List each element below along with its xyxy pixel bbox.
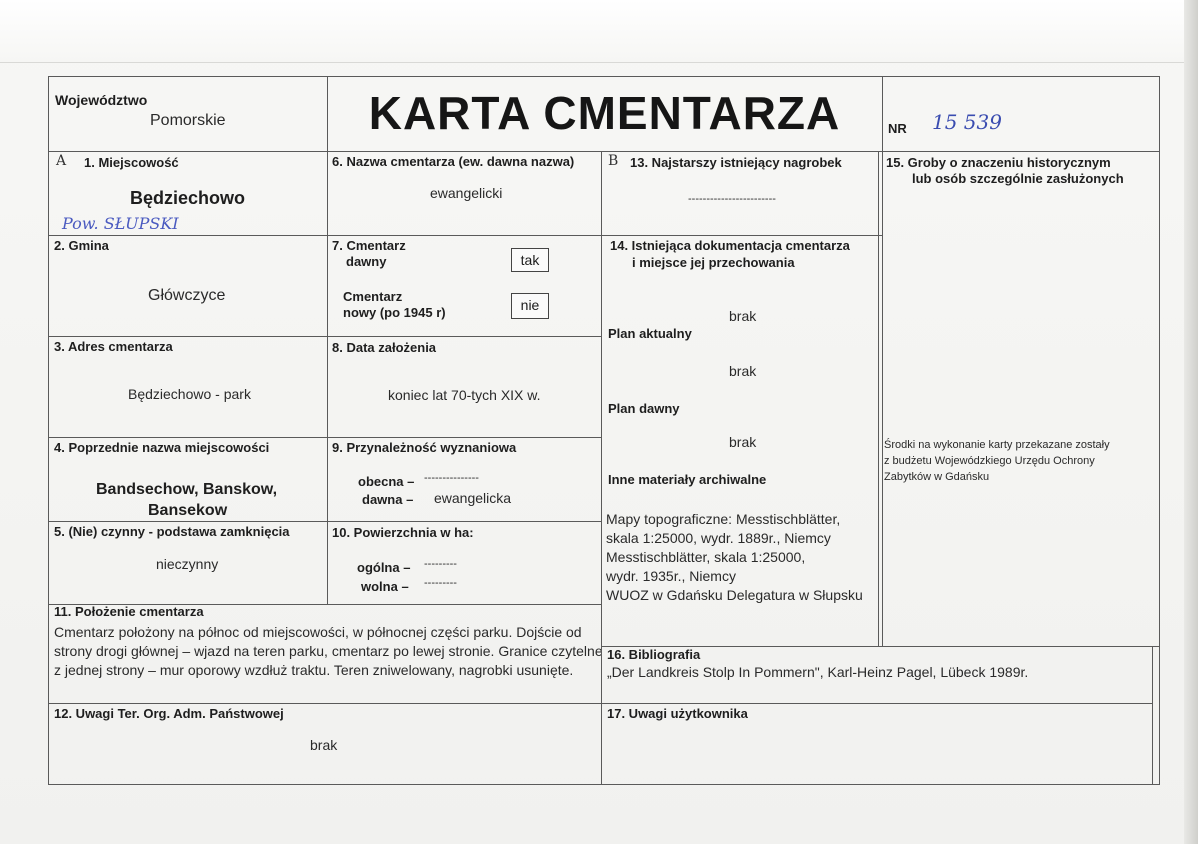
location-line: strony drogi głównej – wjazd na teren parku, cmentarz po lewej stronie. Granice czytelne <box>54 643 603 659</box>
commune-value: Główczyce <box>148 287 226 304</box>
archive-line: wydr. 1935r., Niemcy <box>606 568 736 584</box>
name-label: 6. Nazwa cmentarza (ew. dawna nazwa) <box>332 154 575 169</box>
funding-line: Zabytków w Gdańsku <box>884 471 990 483</box>
location-line: z jednej strony – mur oporowy wzdłuż traktu. Teren zniwelowany, nagrobki usunięte. <box>54 662 574 678</box>
locality-value: Będziechowo <box>130 188 246 208</box>
plan-current-value: brak <box>729 363 757 379</box>
old-label: dawny <box>346 254 387 269</box>
locality-handwritten: Pow. SŁUPSKI <box>62 214 179 233</box>
section-b-letter: B <box>608 153 619 169</box>
former-value: ewangelicka <box>434 490 512 506</box>
bibliography-value: „Der Landkreis Stolp In Pommern", Karl-Heinz Pagel, Lübeck 1989r. <box>607 664 1029 680</box>
new-label-1: Cmentarz <box>343 289 403 304</box>
scan-right-edge <box>1184 0 1198 844</box>
docs-label-1: 14. Istniejąca dokumentacja cmentarza <box>610 238 850 253</box>
area-label: 10. Powierzchnia w ha: <box>332 525 474 540</box>
total-label: ogólna – <box>357 560 411 575</box>
cemetery-label: 7. Cmentarz <box>332 238 406 253</box>
location-text <box>54 623 603 680</box>
name-value: ewangelicki <box>430 185 503 201</box>
plan-old-label: Plan dawny <box>608 401 680 416</box>
graves-cell <box>878 151 1160 647</box>
previous-names-label: 4. Poprzednie nazwa miejscowości <box>54 440 270 455</box>
free-label: wolna – <box>361 579 409 594</box>
graves-label-1: 15. Groby o znaczeniu historycznym <box>886 155 1111 170</box>
funding-note <box>884 437 1110 485</box>
funding-line: z budżetu Wojewódzkiego Urzędu Ochrony <box>884 455 1095 467</box>
former-label: dawna – <box>362 492 414 507</box>
user-remarks-label: 17. Uwagi użytkownika <box>607 706 748 721</box>
founded-label: 8. Data założenia <box>332 340 437 355</box>
current-value: --------------- <box>424 472 479 484</box>
docs-value: brak <box>729 308 757 324</box>
commune-label: 2. Gmina <box>54 238 109 253</box>
location-line: Cmentarz położony na północ od miejscowości, w północnej części parku. Dojście od <box>54 624 582 640</box>
nr-value: 15 539 <box>932 110 1002 134</box>
archive-line: Messtischblätter, skala 1:25000, <box>606 549 806 565</box>
scan-top-margin <box>0 0 1198 63</box>
archive-list <box>606 510 863 605</box>
total-value: --------- <box>424 558 457 570</box>
nr-cell <box>882 76 1160 152</box>
active-value: nieczynny <box>156 556 219 572</box>
archive-label: Inne materiały archiwalne <box>608 472 767 487</box>
oldest-label: 13. Najstarszy istniejący nagrobek <box>630 155 842 170</box>
previous-names-line1: Bandsechow, Banskow, <box>96 481 278 498</box>
archive-line: Mapy topograficzne: Messtischblätter, <box>606 511 841 527</box>
active-label: 5. (Nie) czynny - podstawa zamknięcia <box>54 524 290 539</box>
plan-current-label: Plan aktualny <box>608 326 692 341</box>
voivodeship-value: Pomorskie <box>150 112 226 129</box>
nr-label: NR <box>888 121 907 136</box>
address-value: Będziechowo - park <box>128 386 251 402</box>
previous-names-line2: Bansekow <box>148 502 228 519</box>
old-value-box: tak <box>511 248 549 272</box>
founded-value: koniec lat 70-tych XIX w. <box>388 387 541 403</box>
admin-remarks-label: 12. Uwagi Ter. Org. Adm. Państwowej <box>54 706 284 721</box>
denomination-label: 9. Przynależność wyznaniowa <box>332 440 517 455</box>
graves-label-2: lub osób szczególnie zasłużonych <box>912 171 1124 186</box>
archive-line: WUOZ w Gdańsku Delegatura w Słupsku <box>606 587 863 603</box>
plan-old-value: brak <box>729 434 757 450</box>
admin-remarks-value: brak <box>310 737 338 753</box>
funding-line: Środki na wykonanie karty przekazane zostały <box>884 439 1110 451</box>
address-label: 3. Adres cmentarza <box>54 339 173 354</box>
new-value-box: nie <box>511 293 549 319</box>
locality-label: 1. Miejscowość <box>84 155 179 170</box>
new-label-2: nowy (po 1945 r) <box>343 305 446 320</box>
current-label: obecna – <box>358 474 415 489</box>
oldest-value: ------------------------ <box>688 193 776 205</box>
bibliography-label: 16. Bibliografia <box>607 647 701 662</box>
section-a-letter: A <box>56 153 67 169</box>
free-value: --------- <box>424 577 457 589</box>
docs-label-2: i miejsce jej przechowania <box>632 255 795 270</box>
archive-line: skala 1:25000, wydr. 1889r., Niemcy <box>606 530 831 546</box>
location-label: 11. Położenie cmentarza <box>54 604 204 619</box>
form-title: KARTA CMENTARZA <box>368 87 841 139</box>
voivodeship-label: Województwo <box>55 92 148 108</box>
